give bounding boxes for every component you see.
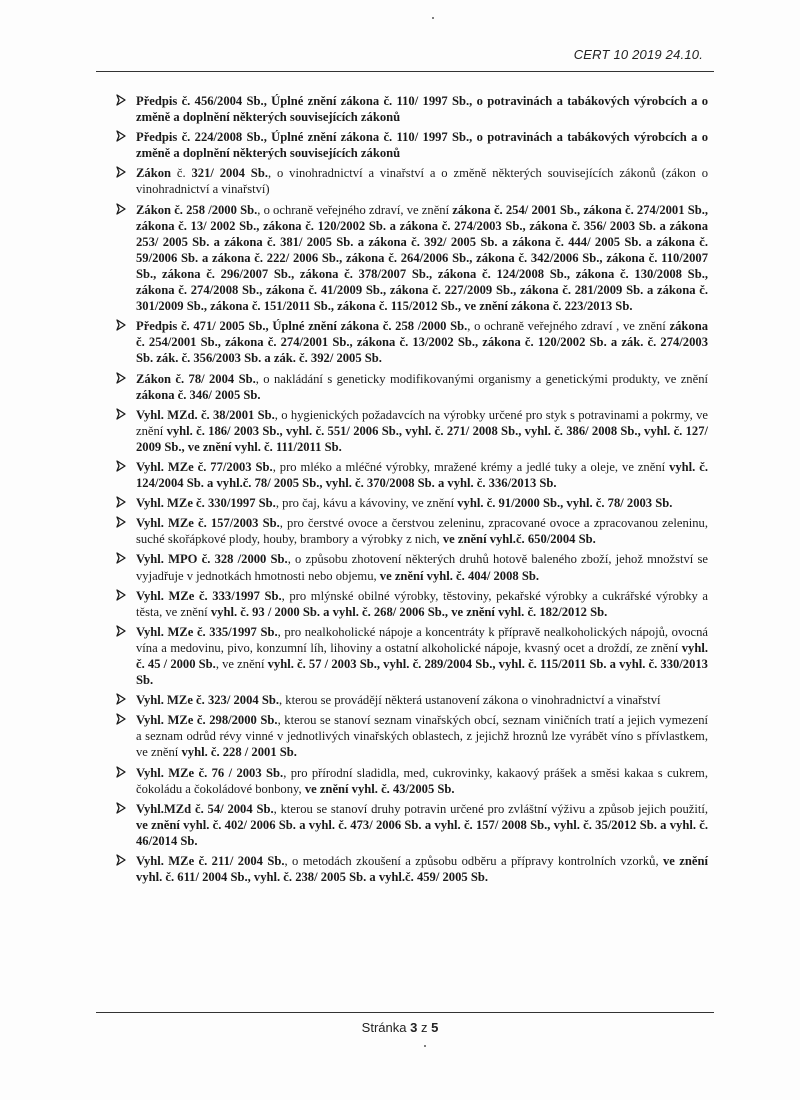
regulation-text: Vyhl. MZd. č. 38/2001 Sb., o hygienických požadavcích na výrobky určené pro styk s potravinami a pokrmy, ve znění vyhl. č. 186/ 2003 Sb., vyhl. č. 551/ 2006 Sb., vyhl. č. 271/ 2008 Sb., vyhl. č. 386/ 2008 Sb., vyhl. č. 127/ 2009 Sb., ve znění vyhl. č. 111/2011 Sb. xyxy=(136,407,708,454)
regulation-text: Předpis č. 471/ 2005 Sb., Úplné znění zákona č. 258 /2000 Sb., o ochraně veřejného zdraví , ve znění zákona č. 254/2001 Sb., zákona č. 274/2001 Sb., zákona č. 13/2002 Sb., zákona č. 120/2002 Sb. a zák. č. 274/2003 Sb. zák. č. 356/2003 Sb. a zák. č. 392/ 2005 Sb. xyxy=(136,319,708,366)
scan-speck xyxy=(424,1045,426,1047)
regulation-text: Vyhl. MZe č. 330/1997 Sb., pro čaj, kávu a kávoviny, ve znění vyhl. č. 91/2000 Sb., vyhl. č. 78/ 2003 Sb. xyxy=(136,496,673,511)
regulation-item xyxy=(116,93,708,125)
arrow-bullet-icon xyxy=(116,854,126,866)
header-rule xyxy=(96,71,714,72)
arrow-bullet-icon xyxy=(116,496,126,508)
regulation-text: Předpis č. 224/2008 Sb., Úplné znění zákona č. 110/ 1997 Sb., o potravinách a tabákových výrobcích a o změně a doplnění některých souvisejících zákonů xyxy=(136,130,708,161)
regulation-item xyxy=(116,624,708,688)
arrow-bullet-icon xyxy=(116,319,126,331)
regulation-list xyxy=(116,93,708,889)
document-code: CERT 10 2019 24.10. xyxy=(573,47,703,62)
arrow-bullet-icon xyxy=(116,713,126,725)
arrow-bullet-icon xyxy=(116,693,126,705)
arrow-bullet-icon xyxy=(116,552,126,564)
footer-rule xyxy=(96,1012,714,1013)
regulation-item xyxy=(116,712,708,760)
regulation-text: Vyhl. MZe č. 211/ 2004 Sb., o metodách zkoušení a způsobu odběru a přípravy kontrolních vzorků, ve znění vyhl. č. 611/ 2004 Sb., vyhl. č. 238/ 2005 Sb. a vyhl.č. 459/ 2005 Sb. xyxy=(136,854,708,885)
regulation-text: Vyhl. MZe č. 298/2000 Sb., kterou se stanoví seznam vinařských obcí, seznam viničních tratí a jejich vymezení a seznam odrůd révy vinné v jednotlivých vinařských oblastech, z jejichž hroznů lze vyrábět víno s přívlastkem, ve znění vyhl. č. 228 / 2001 Sb. xyxy=(136,713,708,760)
regulation-item xyxy=(116,515,708,547)
regulation-item xyxy=(116,551,708,583)
regulation-item xyxy=(116,765,708,797)
regulation-item xyxy=(116,407,708,455)
arrow-bullet-icon xyxy=(116,203,126,215)
page-label: Stránka xyxy=(361,1020,407,1035)
regulation-text: Vyhl. MPO č. 328 /2000 Sb., o způsobu zhotovení některých druhů hotově baleného zboží, jehož množství se vyjadřuje v jednotkách hmotnosti nebo objemu, ve znění vyhl. č. 404/ 2008 Sb. xyxy=(136,552,708,583)
regulation-item xyxy=(116,588,708,620)
page-sep: z xyxy=(420,1020,428,1035)
arrow-bullet-icon xyxy=(116,589,126,601)
regulation-text: Zákon č. 258 /2000 Sb., o ochraně veřejného zdraví, ve znění zákona č. 254/ 2001 Sb., zákona č. 274/2001 Sb., zákona č. 13/ 2002 Sb., zákona č. 120/2002 Sb. a zákona č. 274/2003 Sb., zákona č. 356/ 2003 Sb. a zákona 253/ 2005 Sb. a zákona č. 381/ 2005 Sb. a zákona č. 392/ 2005 Sb. a zákona č. 444/ 2005 Sb. a zákona č. 59/2006 Sb. a zákona č. 222/ 2006 Sb., zákona č. 264/2006 Sb., zákona č. 342/2006 Sb., zákona č. 110/2007 Sb., zákona č. 296/2007 Sb., zákona č. 378/2007 Sb., zákona č. 124/2008 Sb., zákona č. 130/2008 Sb., zákona č. 274/2008 Sb., zákona č. 41/2009 Sb., zákona č. 227/2009 Sb., zákona č. 281/2009 Sb. a zákona č. 301/2009 Sb., zákona č. 151/2011 Sb., zákona č. 115/2012 Sb., ve znění zákona č. 223/2013 Sb. xyxy=(136,202,709,314)
arrow-bullet-icon xyxy=(116,766,126,778)
regulation-text: Předpis č. 456/2004 Sb., Úplné znění zákona č. 110/ 1997 Sb., o potravinách a tabákových výrobcích a o změně a doplnění některých souvisejících zákonů xyxy=(136,94,708,125)
arrow-bullet-icon xyxy=(116,408,126,420)
regulation-text: Zákon č. 78/ 2004 Sb., o nakládání s geneticky modifikovanými organismy a genetickými produkty, ve znění zákona č. 346/ 2005 Sb. xyxy=(136,371,708,402)
regulation-text: Vyhl. MZe č. 157/2003 Sb., pro čerstvé ovoce a čerstvou zeleninu, zpracované ovoce a zpracovanou zeleninu, suché skořápkové plody, houby, brambory a výrobky z nich, ve znění vyhl.č. 650/2004 Sb. xyxy=(136,516,708,547)
page-footer xyxy=(0,1020,800,1035)
arrow-bullet-icon xyxy=(116,130,126,142)
regulation-text: Zákon č. 321/ 2004 Sb., o vinohradnictví a vinařství a o změně některých souvisejících zákonů (zákon o vinohradnictví a vinařství) xyxy=(136,166,708,197)
regulation-item xyxy=(116,165,708,197)
regulation-item xyxy=(116,853,708,885)
regulation-text: Vyhl. MZe č. 335/1997 Sb., pro nealkoholické nápoje a koncentráty k přípravě nealkoholických nápojů, ovocná vína a medovinu, pivo, konzumní líh, lihoviny a ostatní alkoholické nápoje, kvasný ocet a droždí, ze znění vyhl. č. 45 / 2000 Sb., ve znění vyhl. č. 57 / 2003 Sb., vyhl. č. 289/2004 Sb., vyhl. č. 115/2011 Sb. a vyhl. č. 330/2013 Sb. xyxy=(136,624,708,688)
regulation-item xyxy=(116,692,708,708)
regulation-item xyxy=(116,318,708,366)
arrow-bullet-icon xyxy=(116,625,126,637)
regulation-text: Vyhl.MZd č. 54/ 2004 Sb., kterou se stanoví druhy potravin určené pro zvláštní výživu a způsob jejich použití, ve znění vyhl. č. 402/ 2006 Sb. a vyhl. č. 473/ 2006 Sb. a vyhl. č. 157/ 2008 Sb., vyhl. č. 35/2012 Sb. a vyhl. č. 46/2014 Sb. xyxy=(136,801,708,848)
arrow-bullet-icon xyxy=(116,94,126,106)
page-number: 3 xyxy=(410,1020,418,1035)
regulation-item xyxy=(116,129,708,161)
arrow-bullet-icon xyxy=(116,372,126,384)
regulation-text: Vyhl. MZe č. 323/ 2004 Sb., kterou se provádějí některá ustanovení zákona o vinohradnictví a vinařství xyxy=(136,693,661,708)
regulation-item xyxy=(116,801,708,849)
regulation-text: Vyhl. MZe č. 76 / 2003 Sb., pro přírodní sladidla, med, cukrovinky, kakaový prášek a směsi kakaa s cukrem, čokoládu a čokoládové bonbony, ve znění vyhl. č. 43/2005 Sb. xyxy=(136,765,708,796)
page-total: 5 xyxy=(431,1020,439,1035)
regulation-item xyxy=(116,495,708,511)
arrow-bullet-icon xyxy=(116,802,126,814)
arrow-bullet-icon xyxy=(116,460,126,472)
scan-speck xyxy=(432,17,434,19)
regulation-item xyxy=(116,202,708,315)
regulation-item xyxy=(116,371,708,403)
arrow-bullet-icon xyxy=(116,516,126,528)
regulation-text: Vyhl. MZe č. 77/2003 Sb., pro mléko a mléčné výrobky, mražené krémy a jedlé tuky a oleje, ve znění vyhl. č. 124/2004 Sb. a vyhl.č. 78/ 2005 Sb., vyhl. č. 370/2008 Sb. a vyhl. č. 336/2013 Sb. xyxy=(136,459,708,491)
arrow-bullet-icon xyxy=(116,166,126,178)
regulation-item xyxy=(116,459,708,491)
regulation-text: Vyhl. MZe č. 333/1997 Sb., pro mlýnské obilné výrobky, těstoviny, pekařské výrobky a cukrářské výrobky a těsta, ve znění vyhl. č. 93 / 2000 Sb. a vyhl. č. 268/ 2006 Sb., ve znění vyhl. č. 182/2012 Sb. xyxy=(136,588,708,619)
